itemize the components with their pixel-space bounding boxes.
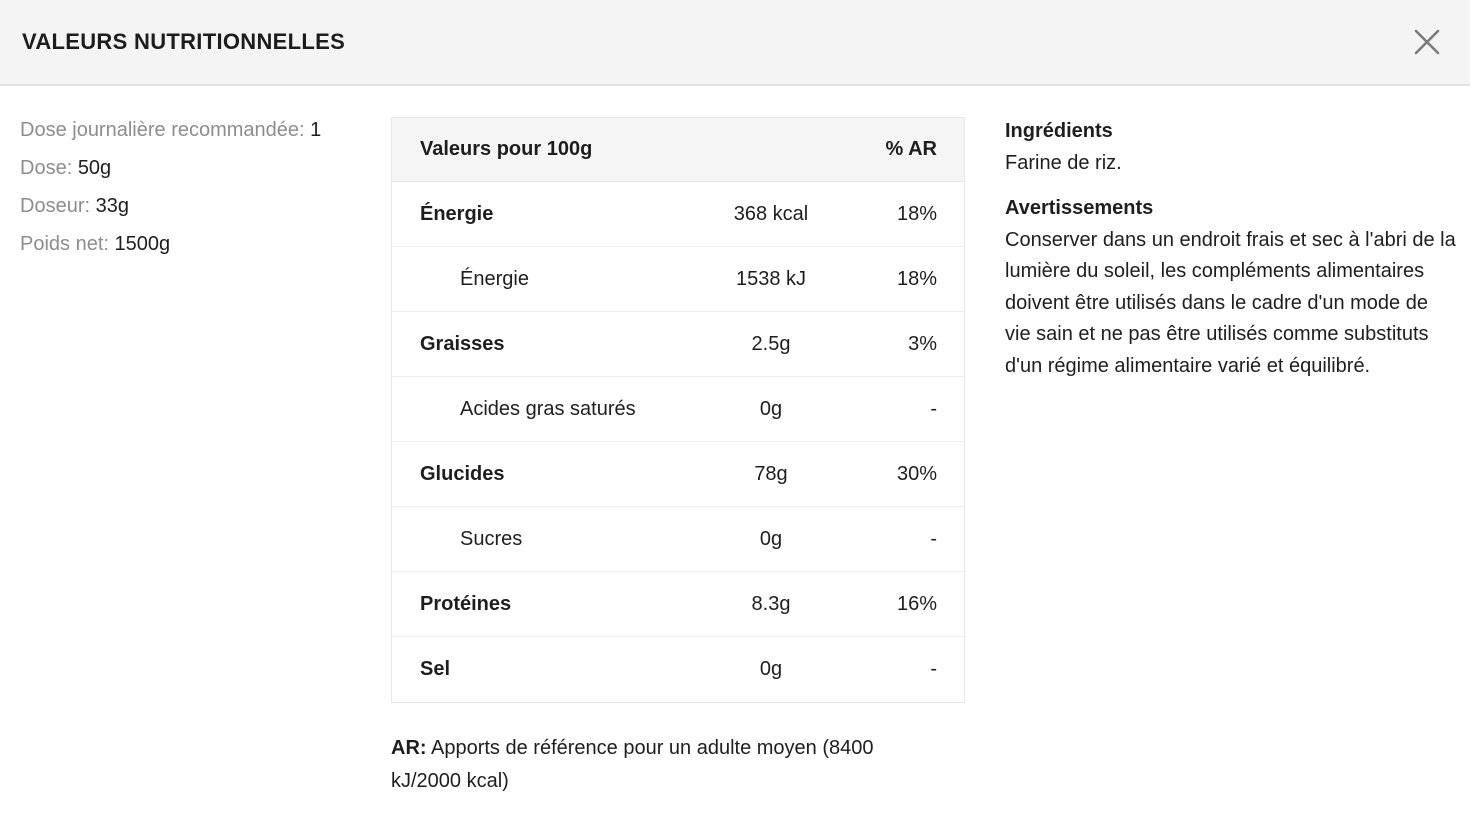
dose-line (20, 156, 321, 181)
nutrient-value: 2.5g (751, 332, 791, 355)
scoop-label: Doseur: (20, 195, 91, 217)
nutrient-ar-percent: 18% (896, 267, 937, 290)
nutrient-name: Acides gras saturés (460, 397, 636, 420)
ar-footnote-label: AR: (391, 737, 427, 759)
ar-footnote-text: Apports de référence pour un adulte moyen (8400 kJ/2000 kcal) (391, 737, 874, 792)
nutrient-name: Énergie (460, 267, 529, 290)
details-panel (1005, 116, 1457, 382)
table-row-fat (392, 312, 964, 377)
nutrient-name: Protéines (420, 592, 512, 615)
recommended-daily-dose-value: 1 (310, 119, 322, 141)
modal-header (0, 0, 1470, 86)
nutrient-value: 1538 kJ (735, 267, 807, 290)
warnings-text: Conserver dans un endroit frais et sec à l'abri de la lumière du soleil, les compléments alimentaires doivent être utilisés dans le cadre d'un mode de vie sain et ne pas être utilisés comme substituts d'un régime alimentaire varié et équilibré. (1005, 228, 1456, 377)
nutrient-name: Énergie (420, 202, 494, 225)
scoop-value: 33g (95, 195, 129, 217)
ingredients-text: Farine de riz. (1005, 151, 1122, 174)
net-weight-label: Poids net: (20, 233, 109, 255)
table-row-sugars (392, 507, 964, 572)
ar-column-header: % AR (885, 138, 937, 160)
nutrient-value: 368 kcal (733, 202, 809, 225)
ingredients-heading: Ingrédients (1005, 120, 1113, 142)
nutrient-ar-percent: 16% (896, 592, 937, 615)
nutrient-value: 0g (759, 527, 783, 550)
close-button[interactable] (1410, 25, 1444, 59)
net-weight-line (20, 232, 321, 257)
dose-value: 50g (77, 157, 112, 179)
table-row-energy-kj (392, 247, 964, 312)
nutrient-ar-percent: 30% (896, 462, 937, 485)
nutrient-name: Graisses (420, 332, 505, 355)
nutrient-ar-percent: 18% (896, 202, 937, 225)
table-row-saturated-fat (392, 377, 964, 442)
nutrient-name: Sucres (460, 527, 523, 550)
nutrient-name: Glucides (420, 462, 505, 485)
recommended-daily-dose-line (20, 118, 321, 143)
nutrient-value: 8.3g (751, 592, 791, 615)
scoop-line (20, 194, 321, 219)
nutrition-table-header (392, 118, 964, 182)
nutrient-name: Sel (420, 658, 451, 680)
dosage-info-panel (20, 118, 321, 270)
warnings-heading: Avertissements (1005, 197, 1154, 219)
recommended-daily-dose-label: Dose journalière recommandée: (20, 119, 305, 141)
table-row-salt (392, 637, 964, 702)
nutrient-ar-percent: 3% (908, 332, 937, 355)
nutrient-value: 0g (759, 658, 783, 680)
nutrient-ar-percent: - (930, 527, 937, 550)
table-row-carbohydrates (392, 442, 964, 507)
nutrition-table (391, 117, 965, 703)
table-row-proteins (392, 572, 964, 637)
values-column-header: Valeurs pour 100g (420, 138, 593, 160)
table-row-energy-kcal (392, 182, 964, 247)
ar-footnote (391, 732, 939, 798)
nutrient-ar-percent: - (930, 397, 937, 420)
nutrient-value: 0g (759, 397, 783, 420)
nutrient-value: 78g (754, 462, 788, 485)
nutrient-ar-percent: - (930, 658, 937, 680)
dose-label: Dose: (20, 157, 73, 179)
modal-title: VALEURS NUTRITIONNELLES (22, 29, 346, 54)
close-icon (1412, 27, 1442, 57)
net-weight-value: 1500g (114, 233, 171, 255)
